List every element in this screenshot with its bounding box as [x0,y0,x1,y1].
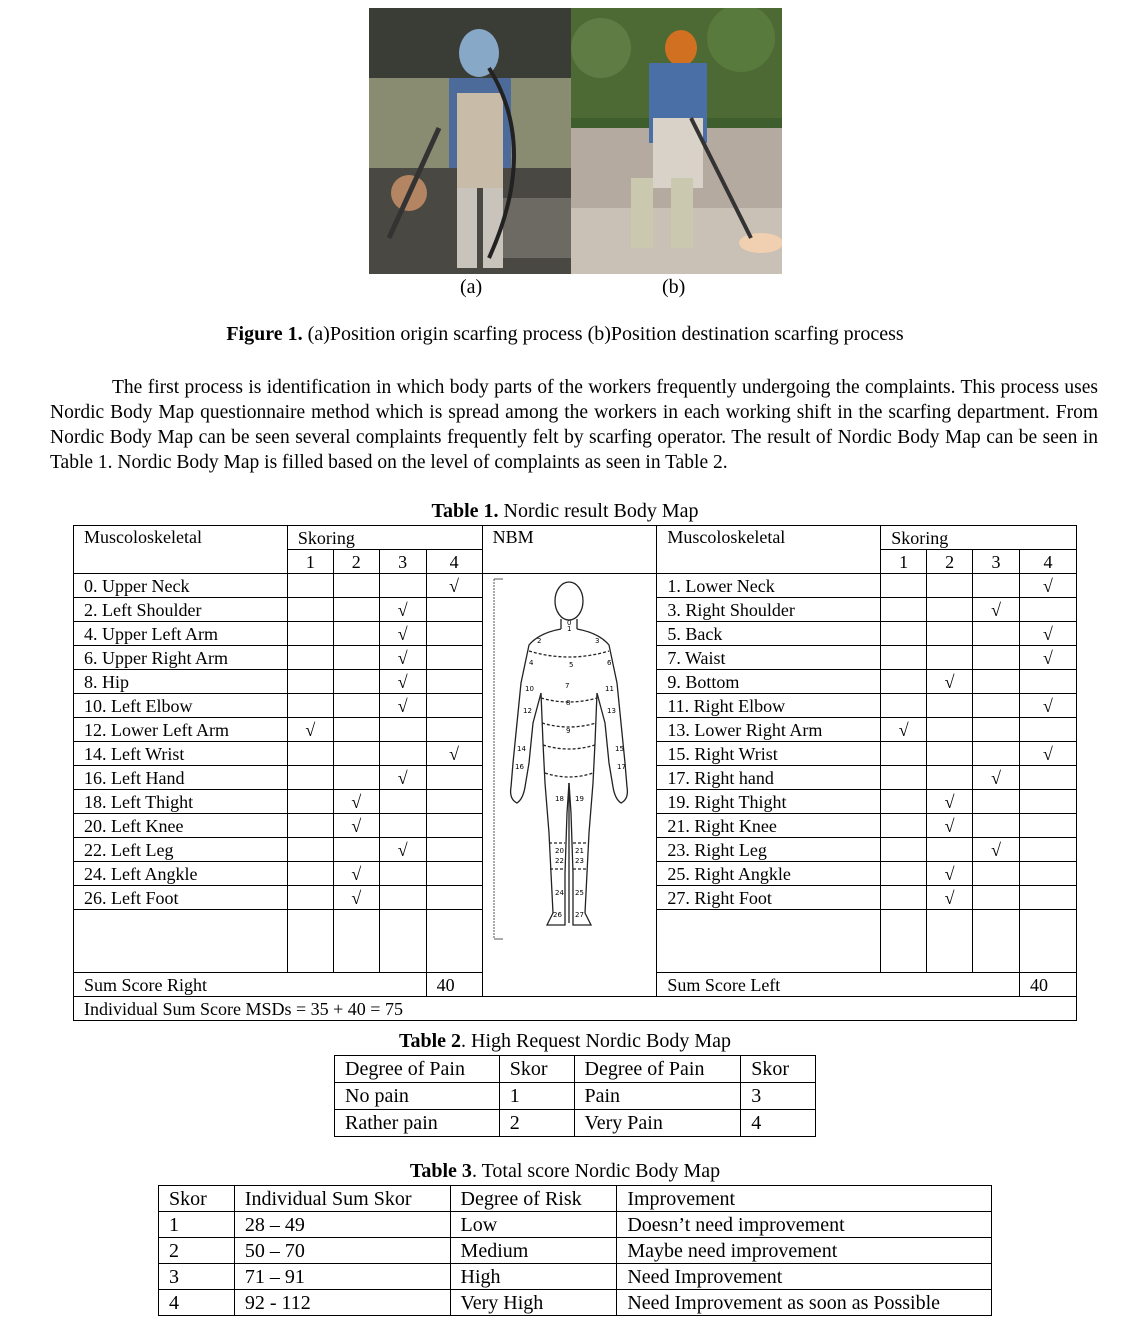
t1-right-score-1 [881,814,927,838]
t1-left-part: 2. Left Shoulder [74,598,288,622]
t1-left-part: 16. Left Hand [74,766,288,790]
t1-right-score-3 [973,718,1020,742]
body-map-number: 20 [555,847,564,855]
table1-caption [0,500,1130,523]
t3-cell: Medium [450,1238,617,1264]
t1-right-part: 21. Right Knee [657,814,881,838]
photo-b [571,8,782,274]
t1-spacer-cell [379,910,426,973]
t1-right-score-3 [973,862,1020,886]
t1-score-col-r-1: 1 [881,550,927,574]
t3-header-cell: Individual Sum Skor [234,1186,450,1212]
t1-left-score-4 [426,790,482,814]
t1-spacer-cell [333,910,379,973]
t1-left-score-2 [333,574,379,598]
t1-left-score-4 [426,670,482,694]
body-map-number: 6 [607,659,612,667]
body-map-number: 1 [567,625,572,633]
t1-left-score-1: √ [287,718,333,742]
t1-left-score-4 [426,814,482,838]
t2-cell: Pain [574,1083,741,1110]
table2-caption-text: . High Request Nordic Body Map [461,1030,732,1052]
photo-a [369,8,571,274]
t3-row [159,1212,992,1238]
t1-left-part: 18. Left Thight [74,790,288,814]
t1-right-score-4: √ [1019,574,1076,598]
t1-left-score-4: √ [426,574,482,598]
body-map-number: 23 [575,857,584,865]
t1-left-score-3: √ [379,766,426,790]
t3-cell: 1 [159,1212,235,1238]
t1-right-score-2 [927,694,973,718]
t1-left-score-2 [333,766,379,790]
t1-right-score-1: √ [881,718,927,742]
figure-caption-bold: Figure 1. [226,323,303,345]
body-map-number: 15 [615,745,624,753]
t1-left-score-1 [287,598,333,622]
t1-right-part: 27. Right Foot [657,886,881,910]
t2-header-cell: Degree of Pain [574,1056,741,1083]
t3-cell: 92 - 112 [234,1290,450,1316]
t1-left-score-2 [333,694,379,718]
t3-cell: 50 – 70 [234,1238,450,1264]
t1-left-score-1 [287,742,333,766]
t2-header-cell: Degree of Pain [335,1056,500,1083]
t1-left-score-3 [379,886,426,910]
t1-sum-left-label: Sum Score Left [657,973,1020,997]
t1-right-score-1 [881,574,927,598]
t1-left-score-1 [287,694,333,718]
t2-header-row [335,1056,816,1083]
t3-cell: Doesn’t need improvement [617,1212,992,1238]
t1-score-col-r-3: 3 [973,550,1020,574]
t1-right-score-2: √ [927,862,973,886]
t1-spacer-cell [927,910,973,973]
body-map-number: 14 [517,745,526,753]
t1-left-score-1 [287,862,333,886]
t1-head-left: Muscoloskeletal [74,526,288,574]
t1-left-part: 12. Lower Left Arm [74,718,288,742]
t1-right-score-3 [973,814,1020,838]
table3-caption-bold: Table 3 [409,1160,472,1182]
t1-right-part: 5. Back [657,622,881,646]
t1-right-score-2: √ [927,814,973,838]
figure-caption [0,323,1130,346]
t2-cell: No pain [335,1083,500,1110]
t1-right-score-3: √ [973,838,1020,862]
t1-right-score-3 [973,790,1020,814]
body-map-number: 25 [575,889,584,897]
t1-right-score-2: √ [927,790,973,814]
t1-right-score-3 [973,694,1020,718]
t1-right-score-2: √ [927,670,973,694]
t1-right-part: 1. Lower Neck [657,574,881,598]
table1-caption-text: Nordic result Body Map [498,500,699,522]
t1-right-score-1 [881,862,927,886]
nordic-body-map [489,573,644,945]
t1-left-score-1 [287,766,333,790]
t1-head-right: Muscoloskeletal [657,526,881,574]
body-map-number: 13 [607,707,616,715]
t3-header-cell: Improvement [617,1186,992,1212]
t3-header-cell: Skor [159,1186,235,1212]
t3-header-row [159,1186,992,1212]
t1-right-part: 17. Right hand [657,766,881,790]
t1-right-score-2 [927,766,973,790]
t1-left-score-2: √ [333,886,379,910]
t1-score-col-r-2: 2 [927,550,973,574]
t1-right-part: 3. Right Shoulder [657,598,881,622]
t2-header-cell: Skor [741,1056,816,1083]
t1-left-score-2: √ [333,862,379,886]
t1-individual-sum: Individual Sum Score MSDs = 35 + 40 = 75 [74,997,1077,1021]
t1-left-score-1 [287,670,333,694]
t1-right-score-4: √ [1019,646,1076,670]
t1-left-score-3: √ [379,598,426,622]
t1-right-part: 11. Right Elbow [657,694,881,718]
body-map-number: 7 [565,682,570,690]
t1-left-part: 14. Left Wrist [74,742,288,766]
t1-right-part: 9. Bottom [657,670,881,694]
t1-right-score-4: √ [1019,742,1076,766]
t1-right-score-1 [881,742,927,766]
t1-right-score-3: √ [973,598,1020,622]
t1-left-score-1 [287,574,333,598]
table2-caption [0,1030,1130,1053]
t1-right-score-4 [1019,790,1076,814]
t1-right-part: 13. Lower Right Arm [657,718,881,742]
t1-left-part: 20. Left Knee [74,814,288,838]
table2-caption-bold: Table 2 [398,1030,462,1052]
t3-cell: High [450,1264,617,1290]
t3-cell: Maybe need improvement [617,1238,992,1264]
t1-left-score-1 [287,646,333,670]
t1-left-score-1 [287,622,333,646]
t1-right-score-3: √ [973,766,1020,790]
t1-right-score-4 [1019,766,1076,790]
t1-right-score-4 [1019,862,1076,886]
t1-right-part: 25. Right Angkle [657,862,881,886]
t1-left-part: 8. Hip [74,670,288,694]
t1-left-score-2 [333,646,379,670]
t1-right-score-2 [927,718,973,742]
t1-left-score-3: √ [379,646,426,670]
t1-left-part: 6. Upper Right Arm [74,646,288,670]
t1-left-score-3 [379,814,426,838]
t1-right-score-4 [1019,718,1076,742]
t2-header-cell: Skor [499,1056,574,1083]
t1-right-score-2 [927,838,973,862]
t1-left-score-4 [426,838,482,862]
t1-spacer-cell [973,910,1020,973]
t3-cell: 4 [159,1290,235,1316]
t1-spacer-cell [657,910,881,973]
t1-score-col-l-3: 3 [379,550,426,574]
t3-cell: 28 – 49 [234,1212,450,1238]
t1-left-score-3: √ [379,838,426,862]
body-map-number: 5 [569,661,574,669]
t1-spacer-cell [426,910,482,973]
t1-spacer-cell [74,910,288,973]
t1-left-score-3 [379,574,426,598]
body-map-number: 10 [525,685,534,693]
t2-cell: 1 [499,1083,574,1110]
t1-right-score-4 [1019,670,1076,694]
t2-cell: 2 [499,1110,574,1137]
body-map-number: 26 [553,911,562,919]
t1-right-part: 15. Right Wrist [657,742,881,766]
figure-label-b: (b) [662,276,686,298]
body-map-number: 8 [566,699,571,707]
t1-left-score-3 [379,718,426,742]
body-map-number: 21 [575,847,584,855]
t1-right-score-4: √ [1019,694,1076,718]
body-map-number: 19 [575,795,584,803]
t1-left-score-1 [287,886,333,910]
t1-left-part: 24. Left Angkle [74,862,288,886]
t1-left-score-3: √ [379,622,426,646]
figure-caption-text: (a)Position origin scarfing process (b)Position destination scarfing process [302,323,904,345]
body-map-number: 2 [537,637,542,645]
body-map-number: 17 [617,763,626,771]
t1-left-part: 26. Left Foot [74,886,288,910]
body-map-number: 3 [595,637,600,645]
photo-b-image [571,8,782,274]
t1-left-score-4 [426,886,482,910]
table2 [334,1055,816,1137]
table3 [158,1185,992,1316]
t1-score-col-l-2: 2 [333,550,379,574]
table3-caption [0,1160,1130,1183]
t1-left-score-1 [287,838,333,862]
t1-right-score-1 [881,622,927,646]
body-map-number: 24 [555,889,564,897]
t1-left-score-2 [333,742,379,766]
t1-right-score-2 [927,622,973,646]
t1-sum-left-value: 40 [1019,973,1076,997]
t1-left-score-4: √ [426,742,482,766]
t1-left-part: 4. Upper Left Arm [74,622,288,646]
t2-cell: Rather pain [335,1110,500,1137]
t1-head-skoring-right: Skoring [881,526,1077,550]
t1-left-part: 0. Upper Neck [74,574,288,598]
t1-left-part: 10. Left Elbow [74,694,288,718]
t1-spacer-cell [287,910,333,973]
t1-right-score-3 [973,622,1020,646]
t3-header-cell: Degree of Risk [450,1186,617,1212]
t1-head-nbm: NBM [482,526,657,574]
table3-caption-text: . Total score Nordic Body Map [471,1160,721,1182]
t1-left-score-2: √ [333,790,379,814]
t1-left-score-3 [379,790,426,814]
t1-left-score-3 [379,862,426,886]
t1-right-score-2: √ [927,886,973,910]
t1-left-score-3: √ [379,694,426,718]
t1-spacer-cell [881,910,927,973]
t3-row [159,1264,992,1290]
body-map-number: 18 [555,795,564,803]
t1-right-score-4 [1019,598,1076,622]
t3-cell: Low [450,1212,617,1238]
t1-left-score-2 [333,670,379,694]
t1-left-score-4 [426,862,482,886]
t2-cell: Very Pain [574,1110,741,1137]
t1-right-score-1 [881,646,927,670]
t3-cell: Need Improvement [617,1264,992,1290]
t1-right-part: 19. Right Thight [657,790,881,814]
t3-row [159,1290,992,1316]
body-map-number: 27 [575,911,584,919]
t1-head-skoring-left: Skoring [287,526,482,550]
t1-right-part: 7. Waist [657,646,881,670]
t2-row [335,1083,816,1110]
t1-left-score-2 [333,718,379,742]
t1-score-col-l-1: 1 [287,550,333,574]
t1-right-score-1 [881,670,927,694]
body-map-number: 12 [523,707,532,715]
t1-right-score-3 [973,646,1020,670]
body-paragraph: The first process is identification in which body parts of the workers frequently undergoing the complaints. This process uses Nordic Body Map questionnaire method which is spread among the workers in each working shift in the scarfing department. From Nordic Body Map can be seen several complaints frequently felt by scarfing operator. The result of Nordic Body Map can be seen in Table 1. Nordic Body Map is filled based on the level of complaints as seen in Table 2. [50,377,1098,473]
t1-sum-right-value: 40 [426,973,482,997]
t1-right-score-3 [973,886,1020,910]
t1-individual-row [74,997,1077,1021]
t1-right-score-4 [1019,838,1076,862]
t1-right-score-1 [881,694,927,718]
t1-score-col-r-4: 4 [1019,550,1076,574]
t1-left-score-2 [333,838,379,862]
t1-right-score-1 [881,766,927,790]
t3-cell: Very High [450,1290,617,1316]
body-map-number: 9 [566,727,571,735]
t1-right-score-3 [973,574,1020,598]
t1-sum-right-label: Sum Score Right [74,973,427,997]
t2-cell: 3 [741,1083,816,1110]
t2-cell: 4 [741,1110,816,1137]
t1-left-score-3: √ [379,670,426,694]
t1-left-score-2 [333,622,379,646]
photo-a-image [369,8,571,274]
t1-left-score-1 [287,814,333,838]
t3-row [159,1238,992,1264]
t1-left-score-4 [426,766,482,790]
t1-left-score-2: √ [333,814,379,838]
t1-left-score-4 [426,598,482,622]
t1-right-score-2 [927,598,973,622]
t1-right-score-1 [881,886,927,910]
figure-label-a: (a) [460,276,483,298]
t1-right-score-4 [1019,814,1076,838]
t1-left-score-4 [426,694,482,718]
t1-right-score-3 [973,670,1020,694]
t1-left-score-1 [287,790,333,814]
body-map-number: 11 [605,685,614,693]
t1-spacer-cell [1019,910,1076,973]
t1-right-score-2 [927,646,973,670]
t1-left-score-2 [333,598,379,622]
t1-right-score-2 [927,574,973,598]
t2-row [335,1110,816,1137]
t3-cell: 2 [159,1238,235,1264]
t1-right-score-2 [927,742,973,766]
t1-right-score-1 [881,838,927,862]
t1-left-score-4 [426,718,482,742]
t1-right-score-4 [1019,886,1076,910]
body-map-number: 22 [555,857,564,865]
t1-right-score-1 [881,598,927,622]
body-map-number: 0 [567,619,572,627]
t1-left-score-4 [426,622,482,646]
body-map-figure [489,573,644,945]
table1-caption-bold: Table 1. [431,500,499,522]
t1-left-part: 22. Left Leg [74,838,288,862]
t1-score-col-l-4: 4 [426,550,482,574]
t1-right-score-3 [973,742,1020,766]
body-map-number: 4 [529,659,534,667]
t3-cell: 3 [159,1264,235,1290]
t1-right-part: 23. Right Leg [657,838,881,862]
t3-cell: Need Improvement as soon as Possible [617,1290,992,1316]
t1-left-score-3 [379,742,426,766]
t1-right-score-1 [881,790,927,814]
t1-right-score-4: √ [1019,622,1076,646]
body-map-number: 16 [515,763,524,771]
t3-cell: 71 – 91 [234,1264,450,1290]
t1-left-score-4 [426,646,482,670]
